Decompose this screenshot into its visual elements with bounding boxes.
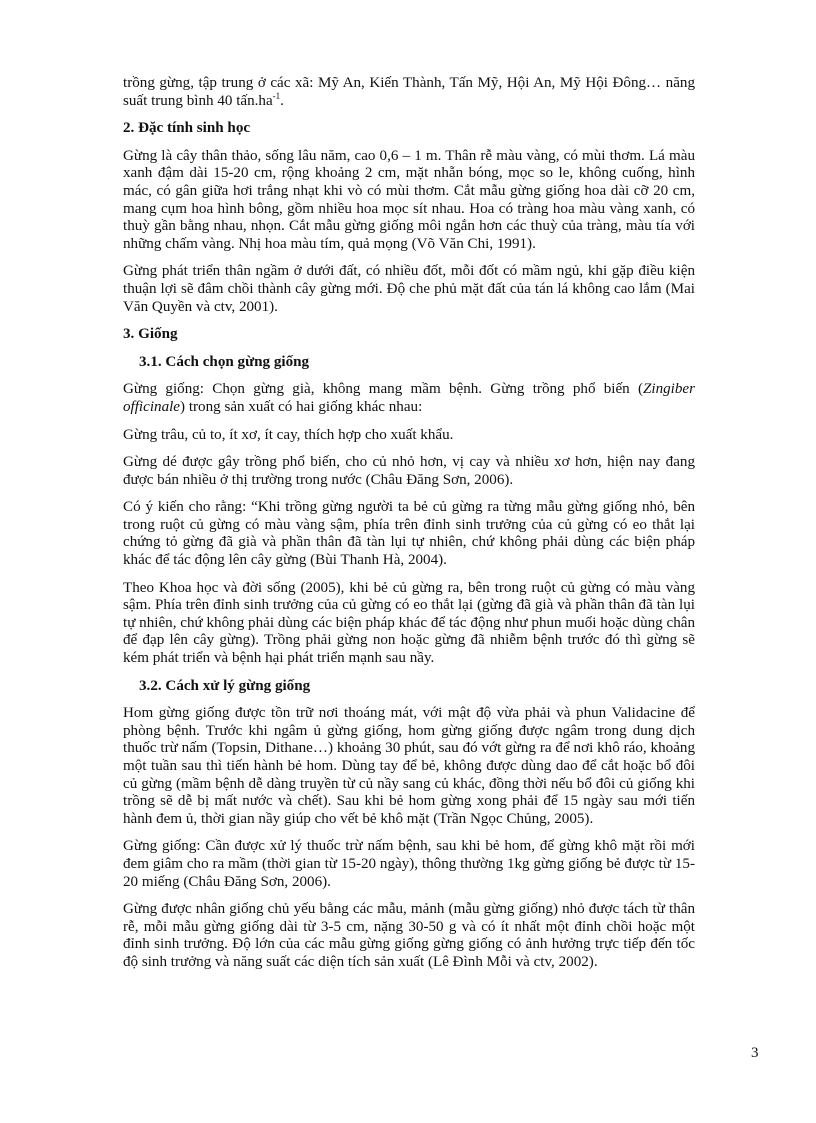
text-span: Hom gừng giống được tồn trữ nơi thoáng mát, với mật độ vừa phải và phun Validacine để phòng bệnh. Trước khi ngâm ủ gừng giống, hom gừng giống được ngâm trong dung dịch thuốc trừ nấm (Topsin, Dithane…) khoảng 30 phút, sau đó vớt gừng ra để nơi khô ráo, khoảng một tuần sau thì tiến hành bẻ hom. Dùng tay để bẻ, không được dùng dao để cắt hoặc bổ đôi củ gừng (mầm bệnh dễ dàng truyền từ củ nầy sang củ khác, đồng thời nếu bổ đôi củ giống khi trồng sẽ dễ bị mất nước và chết). Sau khi bẻ hom gừng xong phải để 15 ngày sau mới tiến hành đem ủ, thời gian nầy giúp cho vết bẻ khô mặt (Trần Ngọc Chủng, 2005). — [123, 705, 695, 827]
paragraph — [123, 263, 695, 316]
paragraph — [123, 75, 695, 110]
text-span: 3.2. Cách xử lý gừng giống — [139, 677, 311, 694]
paragraph — [123, 427, 695, 445]
paragraph — [123, 148, 695, 254]
text-span: Gừng dé được gây trồng phổ biến, cho củ nhỏ hơn, vị cay và nhiều xơ hơn, hiện nay đang được bán nhiều ở thị trường trong nước (Châu Đăng Sơn, 2006). — [123, 454, 695, 488]
paragraph — [123, 454, 695, 489]
text-span: trồng gừng, tập trung ở các xã: Mỹ An, Kiến Thành, Tấn Mỹ, Hội An, Mỹ Hội Đông… năng suất trung bình 40 tấn.ha — [123, 75, 695, 109]
section-heading — [123, 120, 695, 138]
text-span: Gừng trâu, củ to, ít xơ, ít cay, thích hợp cho xuất khẩu. — [123, 426, 454, 443]
text-span: Có ý kiến cho rằng: “Khi trồng gừng người ta bẻ củ gừng ra từng mẫu gừng giống nhỏ, bên trong ruột củ gừng có màu vàng sậm, phía trên đỉnh sinh trưởng của củ gừng có eo thắt lại chứng tỏ gừng đã già và phần thân đã tàn lụi tự nhiên, chứ không phải dùng các biện pháp khác để tác động lên cây gừng (Bùi Thanh Hà, 2004). — [123, 499, 695, 569]
text-span: . — [280, 92, 284, 109]
text-span: Gừng giống: Cần được xử lý thuốc trừ nấm bệnh, sau khi bẻ hom, để gừng khô mặt rồi mới đem giâm cho ra mầm (thời gian từ 15-20 ngày), thông thường 1kg gừng giống bẻ được từ 15-20 miếng (Châu Đăng Sơn, 2006). — [123, 838, 695, 890]
text-span: ) trong sản xuất có hai giống khác nhau: — [180, 398, 423, 415]
paragraph — [123, 381, 695, 416]
italic-text: Zingiber officinale — [123, 381, 695, 415]
page-content — [123, 75, 695, 982]
superscript: -1 — [272, 90, 281, 101]
section-heading — [123, 354, 695, 372]
text-span: Gừng là cây thân thảo, sống lâu năm, cao 0,6 – 1 m. Thân rễ màu vàng, có mùi thơm. Lá màu xanh đậm dài 15-20 cm, rộng khoảng 2 cm, mặt nhẵn bóng, mọc so le, không cuống, hình mác, có gân giữa hơi trắng nhạt khi vò có mùi thơm. Cắt mẫu gừng giống hoa dài cỡ 20 cm, mang cụm hoa hình bông, gồm nhiều hoa mọc sít nhau. Hoa có tràng hoa màu vàng xanh, có thuỳ gần bằng nhau, nhọn. Cắt mẫu gừng giống môi ngắn hơn các thuỳ của tràng, màu tía với những chấm vàng. Nhị hoa màu tím, quả mọng (Võ Văn Chi, 1991). — [123, 147, 695, 252]
text-span: 3. Giống — [123, 326, 178, 343]
paragraph — [123, 499, 695, 569]
text-span: Theo Khoa học và đời sống (2005), khi bẻ củ gừng ra, bên trong ruột củ gừng có màu vàng sậm. Phía trên đỉnh sinh trưởng của củ gừng có eo thắt lại (gừng đã già và phần thân đã tàn lụi tự nhiên, chứ không phải dùng các biện pháp khác để tác động như phun muối hoặc dùng chân để đạp lên cây gừng). Trồng phải gừng non hoặc gừng đã nhiễm bệnh trước đó thì gừng sẽ kém phát triển và bệnh hại phát triển mạnh sau nầy. — [123, 579, 695, 667]
text-span: Gừng giống: Chọn gừng già, không mang mầm bệnh. Gừng trồng phổ biến ( — [123, 381, 643, 398]
section-heading — [123, 678, 695, 696]
page-number: 3 — [751, 1045, 759, 1061]
paragraph — [123, 705, 695, 828]
paragraph — [123, 838, 695, 891]
text-span: Gừng được nhân giống chủ yếu bằng các mẫu, mảnh (mẫu gừng giống) nhỏ được tách từ thân rễ, mỗi mẫu gừng giống dài từ 3-5 cm, nặng 30-50 g và có ít nhất một đỉnh chồi hoặc một đỉnh sinh trưởng. Độ lớn của các mẫu gừng giống gừng giống có ảnh hưởng trực tiếp đến tốc độ sinh trưởng và năng suất các diện tích sản xuất (Lê Đình Mỗi và ctv, 2002). — [123, 901, 695, 970]
text-span: 2. Đặc tính sinh học — [123, 120, 251, 137]
paragraph — [123, 901, 695, 971]
section-heading — [123, 326, 695, 344]
text-span: 3.1. Cách chọn gừng giống — [139, 353, 310, 370]
text-span: Gừng phát triển thân ngầm ở dưới đất, có nhiều đốt, mỗi đốt có mầm ngủ, khi gặp điều kiện thuận lợi sẽ đâm chồi thành cây gừng mới. Độ che phủ mặt đất của tán lá không cao lắm (Mai Văn Quyền và ctv, 2001). — [123, 263, 695, 315]
paragraph — [123, 580, 695, 668]
